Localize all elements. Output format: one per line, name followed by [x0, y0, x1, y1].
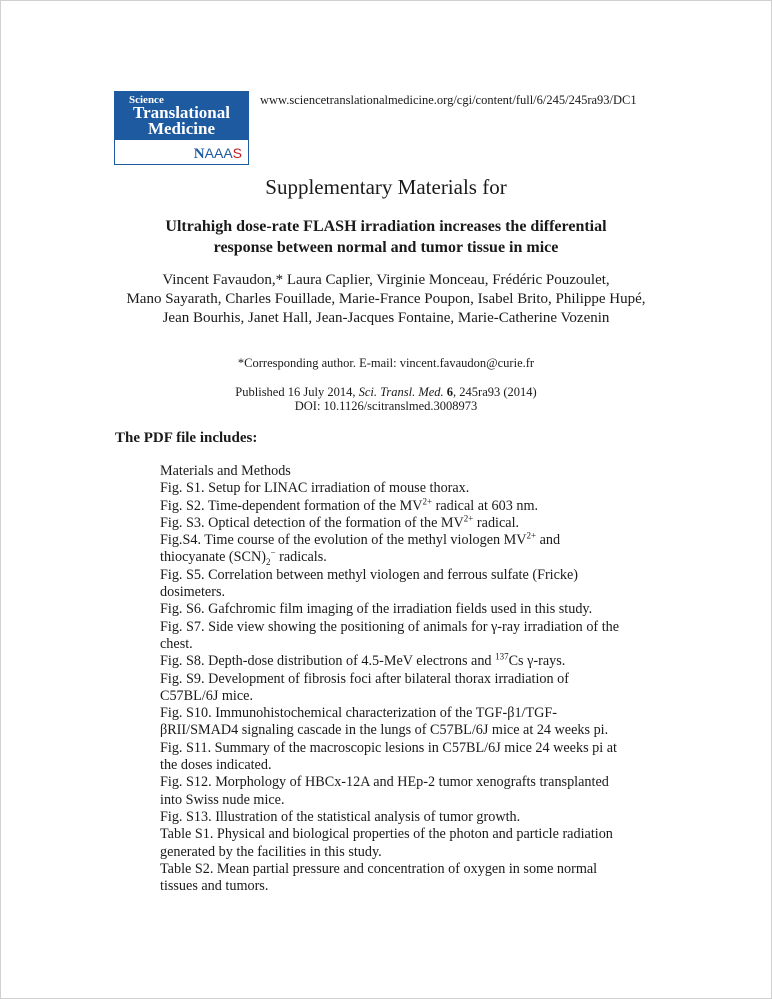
- includes-heading: The PDF file includes:: [115, 430, 258, 446]
- list-item: Fig. S6. Gafchromic film imaging of the irradiation fields used in this study.: [160, 601, 593, 618]
- list-item-continuation: into Swiss nude mice.: [160, 791, 285, 808]
- list-item: Fig. S5. Correlation between methyl viologen and ferrous sulfate (Fricke): [160, 566, 579, 583]
- author-line: Mano Sayarath, Charles Fouillade, Marie-France Poupon, Isabel Brito, Philippe Hupé,: [126, 291, 646, 307]
- aaas-logo: [194, 145, 242, 162]
- author-list: [1, 271, 771, 328]
- list-item: Table S1. Physical and biological properties of the photon and particle radiation: [160, 826, 613, 843]
- list-item: Fig. S11. Summary of the macroscopic lesions in C57BL/6J mice 24 weeks pi at: [160, 739, 617, 756]
- list-item: Fig. S7. Side view showing the positioning of animals for γ-ray irradiation of the: [160, 618, 620, 635]
- logo-translational-text: Translational: [133, 103, 230, 122]
- paper-title: [1, 216, 771, 258]
- journal-volume: 6: [446, 385, 454, 399]
- list-item: Fig. S13. Illustration of the statistical analysis of tumor growth.: [160, 808, 521, 825]
- logo-science-text: Science: [129, 94, 164, 106]
- list-item: Fig. S10. Immunohistochemical characterization of the TGF-β1/TGF-: [160, 705, 558, 722]
- list-item: Fig. S3. Optical detection of the formation of the $MV^{2+}$ radical.: [160, 513, 520, 531]
- logo-publisher-area: [115, 140, 248, 164]
- list-item-continuation: C57BL/6J mice.: [160, 687, 254, 704]
- publication-info: [1, 385, 771, 413]
- author-line: Vincent Favaudon,* Laura Caplier, Virginie Monceau, Frédéric Pouzoulet,: [162, 272, 610, 288]
- paper-title-line: Ultrahigh dose-rate FLASH irradiation increases the differential: [165, 218, 607, 235]
- supplementary-title: Supplementary Materials for: [265, 175, 507, 199]
- list-item-continuation: chest.: [160, 635, 193, 652]
- list-item: Fig. S1. Setup for LINAC irradiation of mouse thorax.: [160, 480, 470, 497]
- list-item-continuation: generated by the facilities in this study.: [160, 843, 382, 860]
- list-item-continuation: tissues and tumors.: [160, 878, 269, 895]
- list-item: Fig. S9. Development of fibrosis foci after bilateral thorax irradiation of: [160, 670, 569, 687]
- list-item: Fig. S8. Depth-dose distribution of 4.5-MeV electrons and $^{137}$Cs γ-rays.: [160, 651, 566, 670]
- doi: DOI: 10.1126/scitranslmed.3008973: [294, 399, 478, 413]
- logo-banner: [115, 92, 248, 140]
- article-id: , 245ra93 (2014): [453, 385, 537, 399]
- list-item-continuation: dosimeters.: [160, 584, 226, 601]
- logo-medicine-text: Medicine: [147, 119, 216, 138]
- aaas-mark-icon: N: [193, 146, 205, 162]
- journal-logo: [114, 91, 249, 165]
- supplement-url[interactable]: www.sciencetranslationalmedicine.org/cgi/content/full/6/245/245ra93/DC1: [260, 93, 637, 107]
- list-item-continuation: the doses indicated.: [160, 757, 272, 774]
- journal-abbrev: Sci. Transl. Med.: [358, 385, 444, 399]
- author-line: Jean Bourhis, Janet Hall, Jean-Jacques Fontaine, Marie-Catherine Vozenin: [162, 310, 610, 326]
- list-item: Materials and Methods: [160, 463, 291, 479]
- aaas-text: AAA: [204, 145, 233, 161]
- list-item: Table S2. Mean partial pressure and concentration of oxygen in some normal: [160, 860, 598, 877]
- paper-title-line: response between normal and tumor tissue in mice: [213, 239, 559, 256]
- corresponding-author: *Corresponding author. E-mail: vincent.favaudon@curie.fr: [237, 356, 535, 370]
- contents-list: [160, 463, 660, 895]
- published-date: Published 16 July 2014,: [235, 385, 359, 399]
- list-item-continuation: βRII/SMAD4 signaling cascade in the lungs of C57BL/6J mice at 24 weeks pi.: [160, 722, 609, 739]
- citation-line: [1, 385, 771, 399]
- list-item: Fig.S4. Time course of the evolution of the methyl viologen $MV^{2+}$ and: [160, 530, 561, 549]
- list-item: Fig. S12. Morphology of HBCx-12A and HEp-2 tumor xenografts transplanted: [160, 774, 609, 791]
- list-item: Fig. S2. Time-dependent formation of the $MV^{2+}$ radical at 603 nm.: [160, 495, 539, 514]
- list-item-continuation: thiocyanate $(SCN)_2^-$ radicals.: [160, 547, 327, 568]
- aaas-text-s: S: [232, 145, 242, 161]
